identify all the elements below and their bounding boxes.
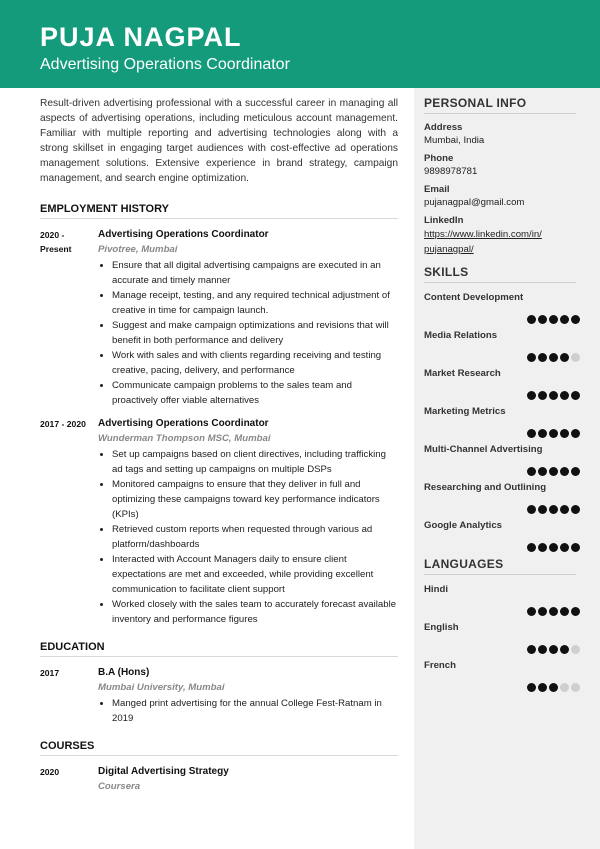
filled-dot-icon [538,315,547,324]
rating-item [424,405,580,443]
filled-dot-icon [549,353,558,362]
filled-dot-icon [560,505,569,514]
school-name: Mumbai University, Mumbai [98,681,225,693]
filled-dot-icon [527,505,536,514]
employment-section [40,203,398,627]
employment-heading: EMPLOYMENT HISTORY [40,203,398,219]
filled-dot-icon [571,505,580,514]
candidate-title: Advertising Operations Coordinator [40,56,290,73]
resume-header [0,0,600,88]
rating-item [424,621,580,659]
phone-value: 9898978781 [424,166,478,177]
filled-dot-icon [527,391,536,400]
education-date: 2017 [40,667,60,678]
rating-label: English [424,622,459,633]
rating-label: Content Development [424,292,524,303]
linkedin-url-part-1[interactable]: https://www.linkedin.com/in/ [424,229,542,240]
rating-label: Hindi [424,584,448,595]
rating-dots [525,425,580,435]
phone-label: Phone [424,153,454,164]
languages-list [424,583,580,697]
job-company: Wunderman Thompson MSC, Mumbai [98,432,271,444]
empty-dot-icon [571,353,580,362]
email-value: pujanagpal@gmail.com [424,197,525,208]
filled-dot-icon [538,467,547,476]
empty-dot-icon [571,645,580,654]
course-provider: Coursera [98,780,141,792]
job-date: 2017 - 2020 [40,418,86,429]
course-entry [40,765,398,794]
course-date: 2020 [40,766,60,777]
filled-dot-icon [560,543,569,552]
main-column [40,96,398,794]
courses-heading: COURSES [40,740,398,756]
filled-dot-icon [571,429,580,438]
job-entry [40,228,398,408]
filled-dot-icon [527,645,536,654]
filled-dot-icon [538,683,547,692]
filled-dot-icon [560,467,569,476]
rating-dots [525,539,580,549]
filled-dot-icon [560,391,569,400]
linkedin-label: LinkedIn [424,215,464,226]
filled-dot-icon [527,315,536,324]
rating-item [424,481,580,519]
rating-item [424,367,580,405]
linkedin-link[interactable] [424,227,580,257]
bullet-item: • Work with sales and with clients regarding receiving and testing creative, pacing, delivery, and performance [112,348,398,378]
education-bullets [98,696,398,726]
skills-list [424,291,580,557]
rating-dots [525,641,580,651]
job-entry [40,417,398,627]
bullet-item: • Worked closely with the sales team to accurately forecast available inventory and performance figures [112,597,398,627]
filled-dot-icon [549,683,558,692]
rating-label: Market Research [424,368,501,379]
rating-dots [525,349,580,359]
empty-dot-icon [571,683,580,692]
bullet-item: • Suggest and make campaign optimizations and revisions that will benefit in both performance and delivery [112,318,398,348]
filled-dot-icon [538,429,547,438]
course-name: Digital Advertising Strategy [98,765,229,777]
profile-summary: Result-driven advertising professional with a successful career in managing all aspects of advertising operations, including meticulous account management. Familiar with multiple reporting and advertising technologies along with a strong skillset in engaging target audiences with cost-effective ad operations management solutions. Extensive experience in brand strategy, campaign management, and search engine optimization. [40,98,398,185]
bullet-item: • Manged print advertising for the annual College Fest-Ratnam in 2019 [112,696,398,726]
filled-dot-icon [549,315,558,324]
rating-dots [525,463,580,473]
degree-title: B.A (Hons) [98,666,150,678]
rating-label: Marketing Metrics [424,406,506,417]
filled-dot-icon [560,315,569,324]
bullet-item: • Interacted with Account Managers daily to ensure client expectations are met and exceeded, while providing excellent communication to facilitate client support [112,552,398,597]
filled-dot-icon [549,645,558,654]
filled-dot-icon [538,391,547,400]
filled-dot-icon [538,543,547,552]
job-bullets [98,447,398,627]
rating-label: Researching and Outlining [424,482,547,493]
bullet-item: • Communicate campaign problems to the sales team and proactively offer viable alternatives [112,378,398,408]
candidate-name: PUJA NAGPAL [40,22,242,52]
rating-item [424,291,580,329]
filled-dot-icon [549,467,558,476]
filled-dot-icon [538,645,547,654]
languages-heading: LANGUAGES [424,557,576,575]
rating-dots [525,679,580,689]
job-title: Advertising Operations Coordinator [98,228,269,240]
job-company: Pivotree, Mumbai [98,243,178,255]
filled-dot-icon [571,607,580,616]
rating-item [424,583,580,621]
skills-heading: SKILLS [424,265,576,283]
address-value: Mumbai, India [424,135,485,146]
job-bullets [98,258,398,408]
courses-section [40,740,398,794]
bullet-item: • Set up campaigns based on client directives, including trafficking ad tags and setting up campaigns on multiple DSPs [112,447,398,477]
email-label: Email [424,184,450,195]
bullet-item: • Retrieved custom reports when requested through various ad platform/dashboards [112,522,398,552]
rating-item [424,659,580,697]
filled-dot-icon [538,607,547,616]
rating-dots [525,387,580,397]
rating-item [424,329,580,367]
education-heading: EDUCATION [40,641,398,657]
filled-dot-icon [549,607,558,616]
filled-dot-icon [527,683,536,692]
filled-dot-icon [527,429,536,438]
filled-dot-icon [571,315,580,324]
education-entry [40,666,398,726]
filled-dot-icon [571,467,580,476]
bullet-item: • Monitored campaigns to ensure that they deliver in full and optimizing these campaigns toward key performance indicators (KPIs) [112,477,398,522]
filled-dot-icon [560,429,569,438]
filled-dot-icon [538,353,547,362]
address-label: Address [424,122,463,133]
filled-dot-icon [571,391,580,400]
rating-dots [525,311,580,321]
personal-info-heading: PERSONAL INFO [424,96,576,114]
filled-dot-icon [549,505,558,514]
rating-item [424,443,580,481]
filled-dot-icon [549,543,558,552]
filled-dot-icon [527,353,536,362]
education-section [40,641,398,726]
bullet-item: • Ensure that all digital advertising campaigns are executed in an accurate and timely manner [112,258,398,288]
filled-dot-icon [549,391,558,400]
rating-label: Google Analytics [424,520,503,531]
rating-label: Media Relations [424,330,498,341]
filled-dot-icon [549,429,558,438]
linkedin-url-part-2[interactable]: pujanagpal/ [424,244,474,255]
filled-dot-icon [538,505,547,514]
personal-info-section [424,96,580,263]
skills-section [424,265,580,557]
rating-dots [525,501,580,511]
filled-dot-icon [527,467,536,476]
rating-dots [525,603,580,613]
job-date: 2020 - Present [40,229,72,254]
rating-label: Multi-Channel Advertising [424,444,543,455]
filled-dot-icon [560,607,569,616]
filled-dot-icon [560,645,569,654]
job-title: Advertising Operations Coordinator [98,417,269,429]
rating-label: French [424,660,456,671]
rating-item [424,519,580,557]
bullet-item: • Manage receipt, testing, and any required technical adjustment of creative in time for campaign launch. [112,288,398,318]
filled-dot-icon [527,543,536,552]
filled-dot-icon [560,353,569,362]
languages-section [424,557,580,697]
empty-dot-icon [560,683,569,692]
filled-dot-icon [527,607,536,616]
filled-dot-icon [571,543,580,552]
